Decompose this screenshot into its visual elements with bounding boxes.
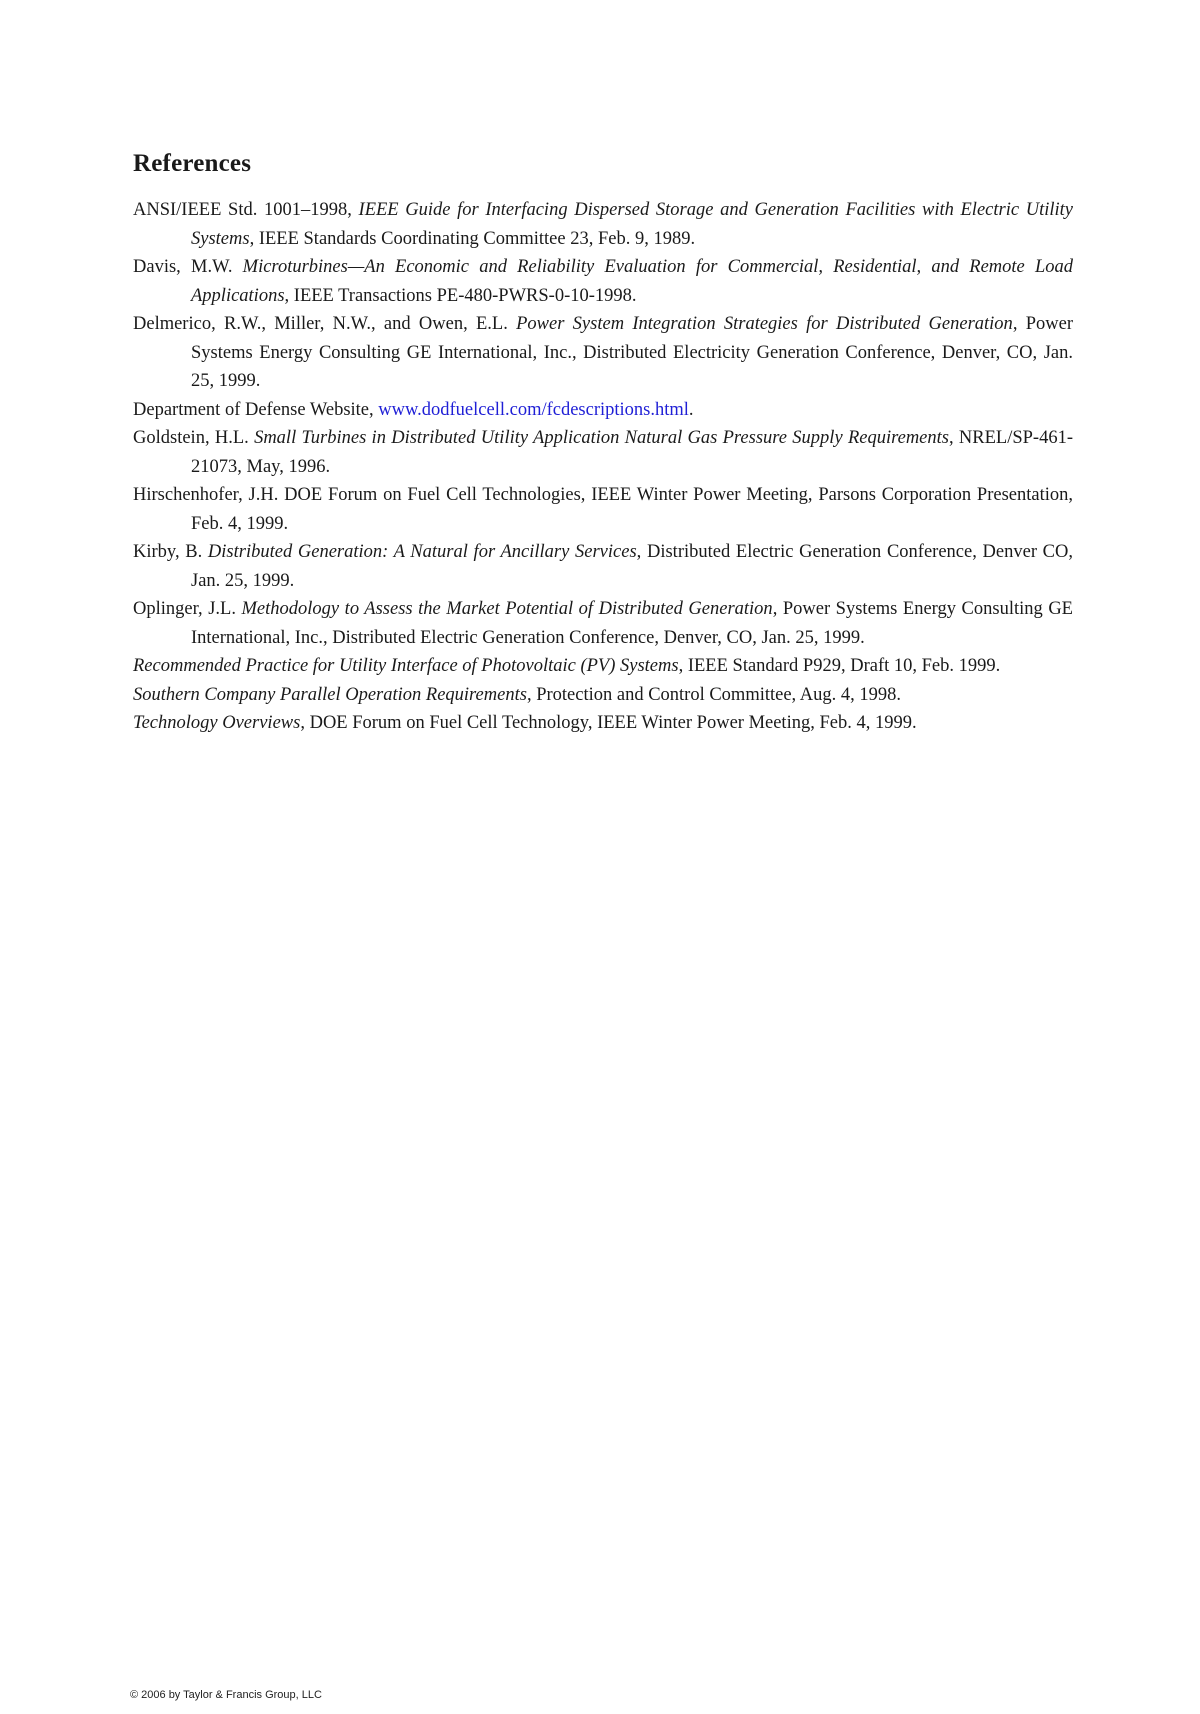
reference-item bbox=[133, 424, 1073, 481]
reference-item bbox=[133, 595, 1073, 652]
reference-title: Small Turbines in Distributed Utility Application Natural Gas Pressure Supply Requirements bbox=[254, 428, 949, 448]
reference-details: , DOE Forum on Fuel Cell Technology, IEEE Winter Power Meeting, Feb. 4, 1999. bbox=[300, 713, 917, 733]
reference-authors: Goldstein, H.L. bbox=[133, 428, 255, 448]
reference-title: Southern Company Parallel Operation Requirements bbox=[133, 684, 527, 705]
reference-item bbox=[133, 396, 1073, 425]
references-heading: References bbox=[133, 150, 252, 177]
reference-title: Technology Overviews bbox=[133, 713, 301, 733]
reference-details: , Power Systems Energy Consulting GE International, Inc., Distributed Electric Generation Conference, Denver, CO, Jan. 25, 1999. bbox=[191, 599, 1073, 648]
reference-authors: Department of Defense Website, bbox=[133, 399, 379, 420]
copyright-footer: © 2006 by Taylor & Francis Group, LLC bbox=[130, 1689, 322, 1701]
reference-authors: Oplinger, J.L. bbox=[133, 599, 242, 619]
reference-link[interactable]: www.dodfuelcell.com/fcdescriptions.html bbox=[378, 399, 689, 420]
reference-title: Methodology to Assess the Market Potential of Distributed Generation bbox=[241, 599, 773, 619]
reference-authors: ANSI/IEEE Std. 1001–1998, bbox=[133, 200, 359, 220]
reference-details: , Protection and Control Committee, Aug. 4, 1998. bbox=[526, 684, 902, 705]
reference-title: Power System Integration Strategies for Distributed Generation bbox=[516, 314, 1013, 334]
reference-authors: Delmerico, R.W., Miller, N.W., and Owen, E.L. bbox=[133, 314, 517, 334]
reference-item bbox=[133, 253, 1073, 310]
reference-details: , NREL/SP-461-21073, May, 1996. bbox=[191, 428, 1073, 477]
reference-title: IEEE Guide for Interfacing Dispersed Storage and Generation Facilities with Electric Utility Systems bbox=[191, 200, 1073, 249]
reference-title: Recommended Practice for Utility Interface of Photovoltaic (PV) Systems bbox=[133, 656, 679, 676]
reference-details: . bbox=[688, 399, 694, 420]
reference-details: , Power Systems Energy Consulting GE International, Inc., Distributed Electricity Generation Conference, Denver, CO, Jan. 25, 1999. bbox=[191, 314, 1073, 391]
reference-title: Microturbines—An Economic and Reliability Evaluation for Commercial, Residential, and Remote Load Applications bbox=[191, 257, 1073, 306]
reference-details: , Distributed Electric Generation Conference, Denver CO, Jan. 25, 1999. bbox=[191, 542, 1073, 591]
reference-authors: Hirschenhofer, J.H. DOE Forum on Fuel Cell Technologies, IEEE Winter Power Meeting, Parsons Corporation Presentation, Feb. 4, 1999. bbox=[133, 485, 1073, 534]
reference-details: , IEEE Standards Coordinating Committee 23, Feb. 9, 1989. bbox=[249, 228, 696, 249]
reference-item bbox=[133, 681, 1073, 710]
reference-item bbox=[133, 709, 1073, 738]
reference-authors: Davis, M.W. bbox=[133, 257, 243, 277]
reference-details: , IEEE Standard P929, Draft 10, Feb. 1999. bbox=[678, 656, 1001, 676]
reference-item bbox=[133, 310, 1073, 396]
reference-item bbox=[133, 481, 1073, 538]
reference-title: Distributed Generation: A Natural for Ancillary Services bbox=[207, 542, 637, 562]
references-section bbox=[133, 150, 1073, 738]
reference-item bbox=[133, 196, 1073, 253]
reference-details: , IEEE Transactions PE-480-PWRS-0-10-1998. bbox=[284, 285, 637, 306]
reference-authors: Kirby, B. bbox=[133, 542, 208, 562]
reference-list bbox=[133, 196, 1073, 738]
reference-item bbox=[133, 652, 1073, 681]
reference-item bbox=[133, 538, 1073, 595]
